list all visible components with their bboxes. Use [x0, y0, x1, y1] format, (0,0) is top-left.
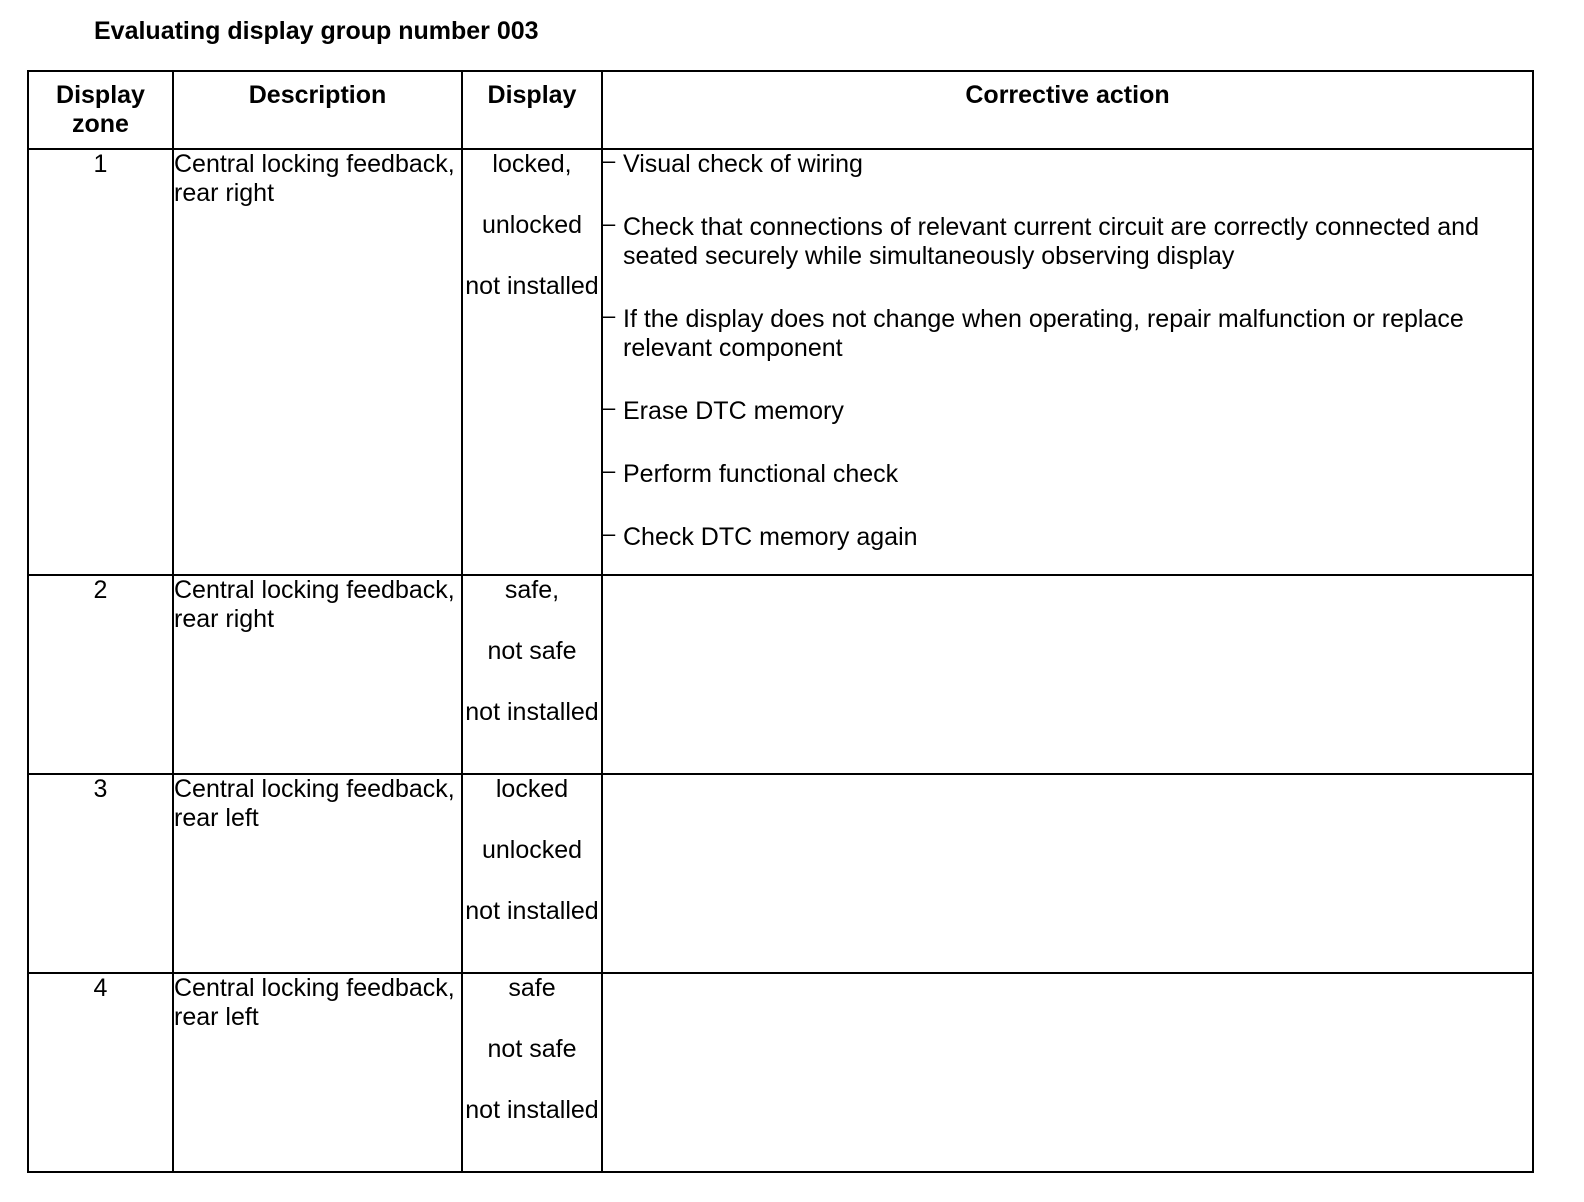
action-text: Check that connections of relevant current circuit are correctly connected and seated securely while simultaneously observing display: [623, 213, 1479, 270]
description-cell: Central locking feedback, rear right: [173, 149, 462, 575]
action-item: [603, 460, 1532, 489]
action-item: [603, 213, 1532, 271]
display-value: unlocked: [481, 836, 583, 864]
display-value: locked,: [492, 150, 572, 178]
dash-bullet: –: [603, 148, 616, 173]
display-value: not installed: [465, 897, 599, 925]
dash-bullet: –: [603, 303, 616, 328]
header-display-zone: Display zone: [28, 71, 173, 149]
action-text: Erase DTC memory: [623, 397, 844, 425]
header-description: Description: [173, 71, 462, 149]
header-corrective-action: Corrective action: [602, 71, 1533, 149]
display-group-table: [27, 70, 1534, 1173]
description-cell: Central locking feedback, rear left: [173, 973, 462, 1172]
description-cell: Central locking feedback, rear left: [173, 774, 462, 973]
corrective-action-cell: [602, 973, 1533, 1172]
display-value: locked: [495, 775, 569, 803]
header-display: Display: [462, 71, 602, 149]
display-value: safe,: [504, 576, 560, 604]
display-value: not installed: [465, 1096, 599, 1124]
display-zone-cell: 4: [28, 973, 173, 1172]
display-zone-cell: 1: [28, 149, 173, 575]
action-item: [603, 523, 1532, 552]
table-row: [28, 575, 1533, 774]
action-text: Perform functional check: [623, 460, 899, 488]
display-cell: [462, 973, 602, 1172]
table-row: [28, 973, 1533, 1172]
action-text: If the display does not change when operating, repair malfunction or replace relevant component: [623, 305, 1464, 362]
display-value: not installed: [465, 698, 599, 726]
corrective-action-cell: [602, 149, 1533, 575]
action-item: [603, 305, 1532, 363]
table-header-row: [28, 71, 1533, 149]
display-value: not safe: [487, 637, 577, 665]
dash-bullet: –: [603, 395, 616, 420]
display-cell: [462, 575, 602, 774]
table-row: [28, 774, 1533, 973]
display-cell: [462, 774, 602, 973]
dash-bullet: –: [603, 458, 616, 483]
display-zone-cell: 3: [28, 774, 173, 973]
display-value: not installed: [465, 272, 599, 300]
display-value: unlocked: [481, 211, 583, 239]
corrective-action-cell: [602, 575, 1533, 774]
display-value: safe: [508, 974, 556, 1002]
page-title: Evaluating display group number 003: [94, 17, 539, 45]
action-item: [603, 150, 1532, 179]
display-zone-cell: 2: [28, 575, 173, 774]
table-row: [28, 149, 1533, 575]
dash-bullet: –: [603, 211, 616, 236]
display-cell: [462, 149, 602, 575]
dash-bullet: –: [603, 521, 616, 546]
action-text: Check DTC memory again: [623, 523, 918, 551]
action-text: Visual check of wiring: [623, 150, 863, 178]
corrective-action-cell: [602, 774, 1533, 973]
description-cell: Central locking feedback, rear right: [173, 575, 462, 774]
action-item: [603, 397, 1532, 426]
display-value: not safe: [487, 1035, 577, 1063]
